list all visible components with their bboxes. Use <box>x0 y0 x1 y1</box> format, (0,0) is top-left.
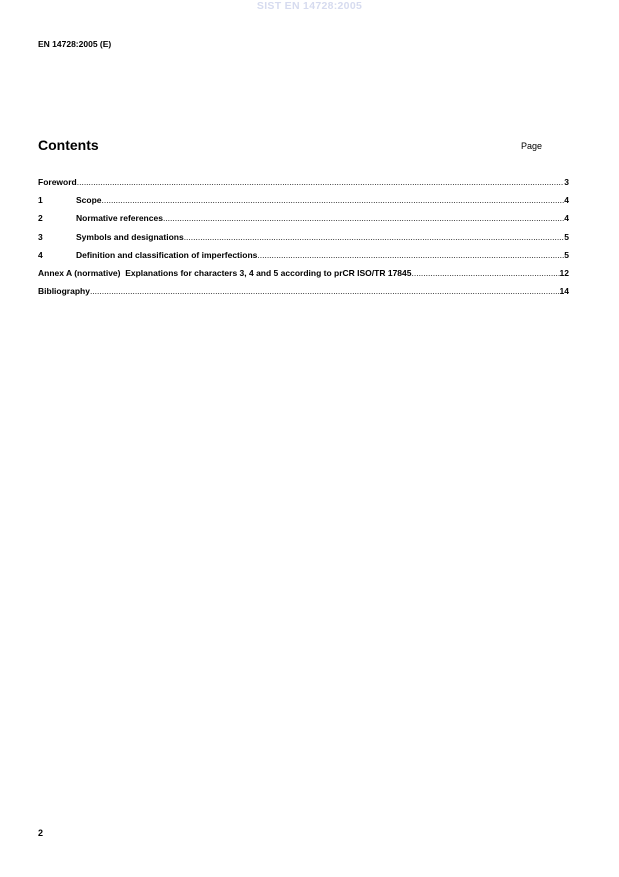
toc-entry-title: Bibliography <box>38 286 90 297</box>
toc-entry-title: Normative references <box>76 213 163 224</box>
table-of-contents <box>38 177 569 304</box>
toc-entry-definition-and-classification[interactable] <box>38 250 569 268</box>
toc-entry-title: Scope <box>76 195 102 206</box>
toc-leader-dots <box>184 232 565 242</box>
toc-entry-normative-references[interactable] <box>38 213 569 231</box>
watermark: SIST EN 14728:2005 <box>256 0 363 12</box>
toc-entry-scope[interactable] <box>38 195 569 213</box>
toc-entry-number: 4 <box>38 249 43 260</box>
toc-entry-number: 1 <box>38 195 43 206</box>
page-column-label: Page <box>521 141 543 151</box>
toc-entry-annex-a[interactable] <box>38 268 569 286</box>
toc-entry-symbols-and-designations[interactable] <box>38 232 569 250</box>
toc-leader-dots <box>77 177 565 187</box>
toc-entry-title: Definition and classification of imperfections <box>76 249 258 260</box>
page-number: 2 <box>38 828 44 838</box>
toc-entry-page: 14 <box>559 286 569 297</box>
toc-entry-title: Symbols and designations <box>76 231 184 242</box>
toc-entry-page: 3 <box>564 177 569 187</box>
toc-entry-number: 3 <box>38 231 43 242</box>
toc-entry-page: 5 <box>564 231 569 242</box>
toc-entry-page: 4 <box>564 195 569 206</box>
toc-entry-page: 4 <box>564 213 569 224</box>
toc-leader-dots <box>163 213 564 223</box>
toc-leader-dots <box>102 195 565 205</box>
toc-entry-title: Annex A (normative) Explanations for characters 3, 4 and 5 according to prCR ISO/TR 17845 <box>38 267 412 278</box>
toc-entry-title: Foreword <box>38 177 77 187</box>
toc-entry-page: 12 <box>559 267 569 278</box>
toc-leader-dots <box>257 250 564 260</box>
toc-leader-dots <box>90 286 560 296</box>
toc-entry-number: 2 <box>38 213 43 224</box>
toc-entry-foreword[interactable] <box>38 177 569 195</box>
toc-leader-dots <box>411 268 559 278</box>
toc-entry-page: 5 <box>564 249 569 260</box>
toc-entry-bibliography[interactable] <box>38 286 569 304</box>
document-id: EN 14728:2005 (E) <box>38 39 112 49</box>
contents-title: Contents <box>38 137 99 153</box>
